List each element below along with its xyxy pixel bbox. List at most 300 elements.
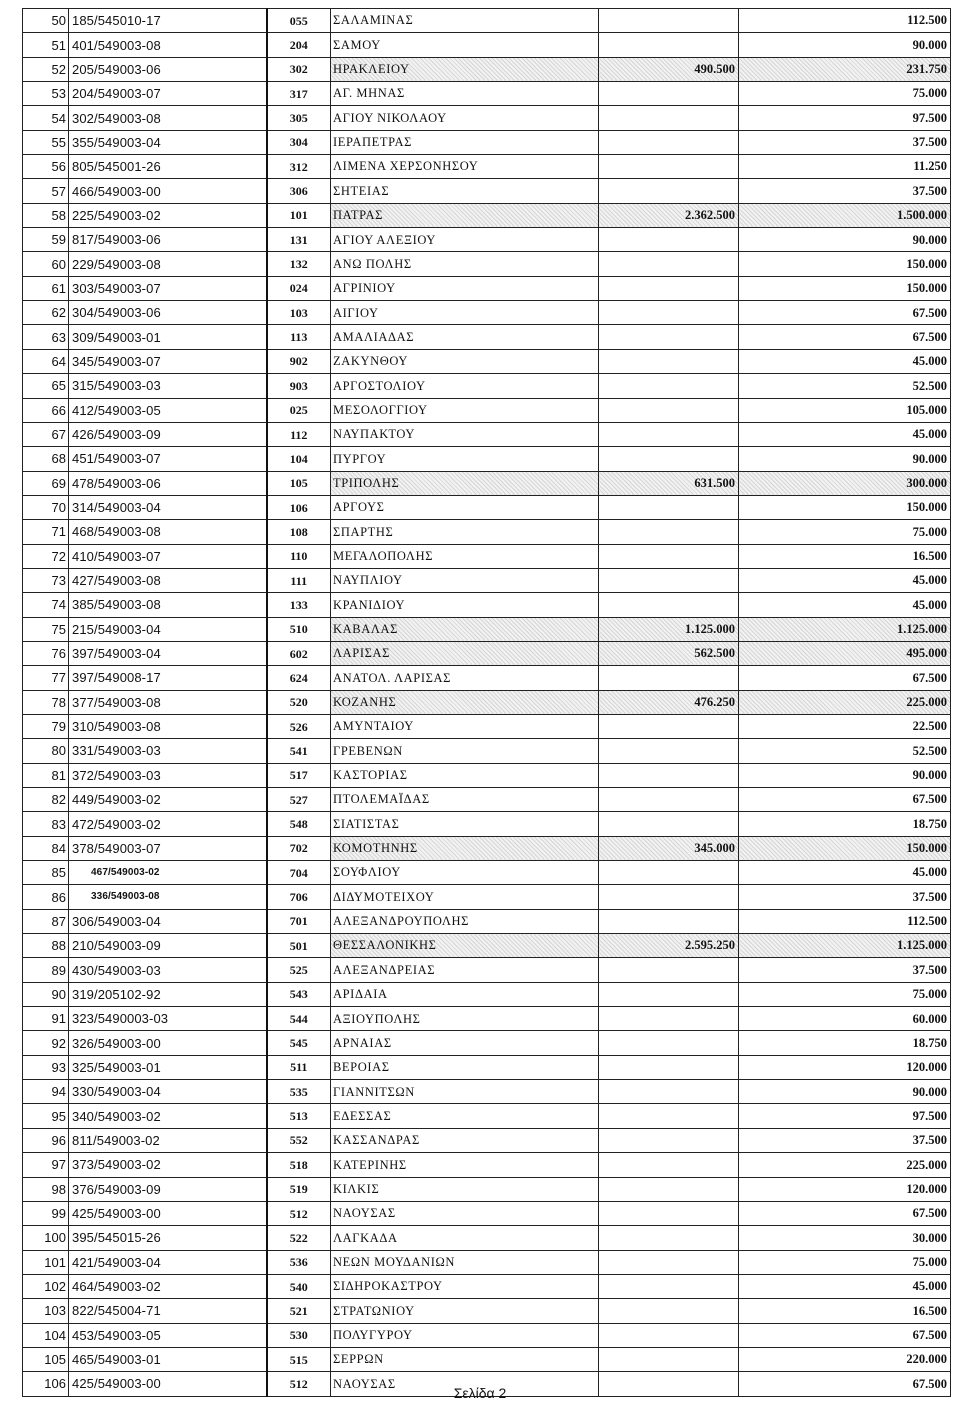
table-row	[23, 1080, 951, 1104]
group-total-cell	[599, 374, 739, 398]
row-number-cell: 54	[23, 106, 69, 130]
account-number-cell: 325/549003-01	[69, 1055, 267, 1079]
amount-cell: 37.500	[739, 885, 951, 909]
office-name-cell: ΣΠΑΡΤΗΣ	[331, 520, 599, 544]
document-sheet	[22, 8, 950, 1397]
office-code-cell: 541	[267, 739, 331, 763]
row-number-cell: 74	[23, 593, 69, 617]
row-number-cell: 67	[23, 422, 69, 446]
amount-cell: 150.000	[739, 495, 951, 519]
office-name-cell: ΝΕΩΝ ΜΟΥΔΑΝΙΩΝ	[331, 1250, 599, 1274]
group-total-cell	[599, 325, 739, 349]
account-number-cell: 314/549003-04	[69, 495, 267, 519]
amount-cell: 112.500	[739, 909, 951, 933]
table-row	[23, 739, 951, 763]
amount-cell: 60.000	[739, 1007, 951, 1031]
row-number-cell: 98	[23, 1177, 69, 1201]
office-name-cell: ΝΑΟΥΣΑΣ	[331, 1201, 599, 1225]
account-number-cell: 310/549003-08	[69, 714, 267, 738]
office-code-cell: 530	[267, 1323, 331, 1347]
amount-cell: 45.000	[739, 593, 951, 617]
office-code-cell: 132	[267, 252, 331, 276]
table-row	[23, 568, 951, 592]
table-row	[23, 1031, 951, 1055]
account-number-cell: 345/549003-07	[69, 349, 267, 373]
office-code-cell: 544	[267, 1007, 331, 1031]
office-name-cell: ΛΑΓΚΑΔΑ	[331, 1226, 599, 1250]
office-code-cell: 112	[267, 422, 331, 446]
table-row	[23, 398, 951, 422]
account-number-cell: 340/549003-02	[69, 1104, 267, 1128]
row-number-cell: 97	[23, 1153, 69, 1177]
office-code-cell: 513	[267, 1104, 331, 1128]
office-code-cell: 101	[267, 203, 331, 227]
account-number-cell: 210/549003-09	[69, 934, 267, 958]
table-row	[23, 885, 951, 909]
office-code-cell: 535	[267, 1080, 331, 1104]
page-footer: Σελίδα 2	[453, 1385, 507, 1401]
account-number-cell: 472/549003-02	[69, 812, 267, 836]
account-number-cell: 397/549008-17	[69, 666, 267, 690]
office-code-cell: 701	[267, 909, 331, 933]
table-row	[23, 130, 951, 154]
group-total-cell	[599, 1128, 739, 1152]
table-row	[23, 1274, 951, 1298]
office-code-cell: 133	[267, 593, 331, 617]
office-code-cell: 525	[267, 958, 331, 982]
account-number-cell: 376/549003-09	[69, 1177, 267, 1201]
account-number-cell: 323/5490003-03	[69, 1007, 267, 1031]
table-row	[23, 252, 951, 276]
row-number-cell: 58	[23, 203, 69, 227]
group-total-cell	[599, 349, 739, 373]
row-number-cell: 94	[23, 1080, 69, 1104]
office-name-cell: ΠΟΛΥΓΥΡΟΥ	[331, 1323, 599, 1347]
account-number-cell: 817/549003-06	[69, 228, 267, 252]
table-row	[23, 82, 951, 106]
office-code-cell: 108	[267, 520, 331, 544]
group-total-cell	[599, 130, 739, 154]
amount-cell: 52.500	[739, 374, 951, 398]
group-total-cell	[599, 544, 739, 568]
group-total-cell	[599, 1153, 739, 1177]
account-number-cell: 205/549003-06	[69, 57, 267, 81]
account-number-cell: 229/549003-08	[69, 252, 267, 276]
row-number-cell: 68	[23, 447, 69, 471]
group-total-cell	[599, 1201, 739, 1225]
row-number-cell: 64	[23, 349, 69, 373]
account-number-cell: 427/549003-08	[69, 568, 267, 592]
row-number-cell: 76	[23, 641, 69, 665]
office-name-cell: ΒΕΡΟΙΑΣ	[331, 1055, 599, 1079]
amount-cell: 67.500	[739, 788, 951, 812]
group-total-cell: 476.250	[599, 690, 739, 714]
row-number-cell: 103	[23, 1299, 69, 1323]
amount-cell: 1.125.000	[739, 617, 951, 641]
group-total-cell	[599, 228, 739, 252]
table-row	[23, 714, 951, 738]
office-name-cell: ΚΑΣΣΑΝΔΡΑΣ	[331, 1128, 599, 1152]
group-total-cell	[599, 1177, 739, 1201]
table-row	[23, 788, 951, 812]
amount-cell: 67.500	[739, 1323, 951, 1347]
office-code-cell: 521	[267, 1299, 331, 1323]
amount-cell: 11.250	[739, 155, 951, 179]
amount-cell: 90.000	[739, 447, 951, 471]
account-number-cell: 377/549003-08	[69, 690, 267, 714]
amount-cell: 67.500	[739, 1372, 951, 1396]
office-name-cell: ΚΑΤΕΡΙΝΗΣ	[331, 1153, 599, 1177]
row-number-cell: 82	[23, 788, 69, 812]
amount-cell: 45.000	[739, 861, 951, 885]
table-row	[23, 544, 951, 568]
row-number-cell: 95	[23, 1104, 69, 1128]
office-code-cell: 305	[267, 106, 331, 130]
account-number-cell: 215/549003-04	[69, 617, 267, 641]
office-name-cell: ΗΡΑΚΛΕΙΟΥ	[331, 57, 599, 81]
amount-cell: 45.000	[739, 422, 951, 446]
group-total-cell	[599, 398, 739, 422]
office-code-cell: 520	[267, 690, 331, 714]
office-name-cell: ΑΝΩ ΠΟΛΗΣ	[331, 252, 599, 276]
office-name-cell: ΑΡΙΔΑΙΑ	[331, 982, 599, 1006]
table-row	[23, 1226, 951, 1250]
office-name-cell: ΣΗΤΕΙΑΣ	[331, 179, 599, 203]
account-number-cell: 822/545004-71	[69, 1299, 267, 1323]
row-number-cell: 60	[23, 252, 69, 276]
office-name-cell: ΠΑΤΡΑΣ	[331, 203, 599, 227]
office-name-cell: ΛΙΜΕΝΑ ΧΕΡΣΟΝΗΣΟΥ	[331, 155, 599, 179]
account-number-cell: 331/549003-03	[69, 739, 267, 763]
office-code-cell: 512	[267, 1201, 331, 1225]
row-number-cell: 73	[23, 568, 69, 592]
office-name-cell: ΤΡΙΠΟΛΗΣ	[331, 471, 599, 495]
group-total-cell	[599, 909, 739, 933]
row-number-cell: 93	[23, 1055, 69, 1079]
row-number-cell: 63	[23, 325, 69, 349]
amount-cell: 120.000	[739, 1177, 951, 1201]
row-number-cell: 62	[23, 301, 69, 325]
amount-cell: 16.500	[739, 1299, 951, 1323]
group-total-cell: 562.500	[599, 641, 739, 665]
office-code-cell: 517	[267, 763, 331, 787]
table-row	[23, 1128, 951, 1152]
account-number-cell: 425/549003-00	[69, 1372, 267, 1396]
row-number-cell: 106	[23, 1372, 69, 1396]
row-number-cell: 71	[23, 520, 69, 544]
account-number-cell: 336/549003-08	[69, 885, 267, 909]
table-row	[23, 1323, 951, 1347]
row-number-cell: 104	[23, 1323, 69, 1347]
office-code-cell: 526	[267, 714, 331, 738]
office-code-cell: 548	[267, 812, 331, 836]
row-number-cell: 57	[23, 179, 69, 203]
row-number-cell: 84	[23, 836, 69, 860]
office-name-cell: ΑΜΥΝΤΑΙΟΥ	[331, 714, 599, 738]
account-number-cell: 302/549003-08	[69, 106, 267, 130]
amount-cell: 75.000	[739, 1250, 951, 1274]
office-name-cell: ΕΔΕΣΣΑΣ	[331, 1104, 599, 1128]
amount-cell: 1.125.000	[739, 934, 951, 958]
table-row	[23, 1104, 951, 1128]
office-name-cell: ΘΕΣΣΑΛΟΝΙΚΗΣ	[331, 934, 599, 958]
group-total-cell	[599, 885, 739, 909]
office-code-cell: 110	[267, 544, 331, 568]
table-row	[23, 690, 951, 714]
table-row	[23, 812, 951, 836]
group-total-cell	[599, 33, 739, 57]
group-total-cell	[599, 1007, 739, 1031]
group-total-cell: 2.595.250	[599, 934, 739, 958]
amount-cell: 67.500	[739, 325, 951, 349]
office-name-cell: ΜΕΓΑΛΟΠΟΛΗΣ	[331, 544, 599, 568]
row-number-cell: 90	[23, 982, 69, 1006]
office-name-cell: ΑΛΕΞΑΝΔΡΕΙΑΣ	[331, 958, 599, 982]
office-code-cell: 055	[267, 9, 331, 33]
account-number-cell: 811/549003-02	[69, 1128, 267, 1152]
office-code-cell: 501	[267, 934, 331, 958]
row-number-cell: 70	[23, 495, 69, 519]
account-number-cell: 464/549003-02	[69, 1274, 267, 1298]
group-total-cell	[599, 1323, 739, 1347]
office-code-cell: 304	[267, 130, 331, 154]
account-number-cell: 185/545010-17	[69, 9, 267, 33]
row-number-cell: 91	[23, 1007, 69, 1031]
row-number-cell: 52	[23, 57, 69, 81]
group-total-cell: 1.125.000	[599, 617, 739, 641]
table-row	[23, 349, 951, 373]
group-total-cell	[599, 958, 739, 982]
group-total-cell: 490.500	[599, 57, 739, 81]
group-total-cell: 345.000	[599, 836, 739, 860]
table-row	[23, 836, 951, 860]
row-number-cell: 65	[23, 374, 69, 398]
table-row	[23, 422, 951, 446]
group-total-cell	[599, 520, 739, 544]
account-number-cell: 225/549003-02	[69, 203, 267, 227]
account-number-cell: 426/549003-09	[69, 422, 267, 446]
office-code-cell: 515	[267, 1347, 331, 1371]
amount-cell: 37.500	[739, 958, 951, 982]
amount-cell: 75.000	[739, 520, 951, 544]
account-number-cell: 373/549003-02	[69, 1153, 267, 1177]
office-name-cell: ΝΑΥΠΑΚΤΟΥ	[331, 422, 599, 446]
office-code-cell: 103	[267, 301, 331, 325]
amount-cell: 231.750	[739, 57, 951, 81]
account-number-cell: 330/549003-04	[69, 1080, 267, 1104]
account-number-cell: 385/549003-08	[69, 593, 267, 617]
office-code-cell: 204	[267, 33, 331, 57]
account-number-cell: 466/549003-00	[69, 179, 267, 203]
office-code-cell: 512	[267, 1372, 331, 1396]
group-total-cell	[599, 1274, 739, 1298]
group-total-cell	[599, 1250, 739, 1274]
account-number-cell: 412/549003-05	[69, 398, 267, 422]
office-name-cell: ΣΙΔΗΡΟΚΑΣΤΡΟΥ	[331, 1274, 599, 1298]
office-name-cell: ΖΑΚΥΝΘΟΥ	[331, 349, 599, 373]
row-number-cell: 99	[23, 1201, 69, 1225]
group-total-cell	[599, 155, 739, 179]
row-number-cell: 53	[23, 82, 69, 106]
table-body	[23, 9, 951, 1397]
table-row	[23, 958, 951, 982]
office-name-cell: ΑΞΙΟΥΠΟΛΗΣ	[331, 1007, 599, 1031]
group-total-cell	[599, 788, 739, 812]
amount-cell: 75.000	[739, 82, 951, 106]
table-row	[23, 1055, 951, 1079]
table-row	[23, 155, 951, 179]
office-name-cell: ΣΕΡΡΩΝ	[331, 1347, 599, 1371]
table-row	[23, 9, 951, 33]
account-number-cell: 397/549003-04	[69, 641, 267, 665]
office-code-cell: 025	[267, 398, 331, 422]
amount-cell: 90.000	[739, 763, 951, 787]
office-code-cell: 522	[267, 1226, 331, 1250]
row-number-cell: 78	[23, 690, 69, 714]
table-row	[23, 276, 951, 300]
office-name-cell: ΑΙΓΙΟΥ	[331, 301, 599, 325]
office-code-cell: 105	[267, 471, 331, 495]
account-number-cell: 378/549003-07	[69, 836, 267, 860]
account-number-cell: 326/549003-00	[69, 1031, 267, 1055]
row-number-cell: 87	[23, 909, 69, 933]
office-name-cell: ΣΑΛΑΜΙΝΑΣ	[331, 9, 599, 33]
amount-cell: 300.000	[739, 471, 951, 495]
amount-cell: 67.500	[739, 666, 951, 690]
group-total-cell	[599, 1299, 739, 1323]
office-name-cell: ΑΓΡΙΝΙΟΥ	[331, 276, 599, 300]
account-number-cell: 319/205102-92	[69, 982, 267, 1006]
office-code-cell: 518	[267, 1153, 331, 1177]
office-code-cell: 624	[267, 666, 331, 690]
office-name-cell: ΠΥΡΓΟΥ	[331, 447, 599, 471]
office-name-cell: ΙΕΡΑΠΕΤΡΑΣ	[331, 130, 599, 154]
amount-cell: 120.000	[739, 1055, 951, 1079]
office-code-cell: 302	[267, 57, 331, 81]
row-number-cell: 88	[23, 934, 69, 958]
office-code-cell: 540	[267, 1274, 331, 1298]
account-number-cell: 401/549003-08	[69, 33, 267, 57]
amount-cell: 1.500.000	[739, 203, 951, 227]
office-name-cell: ΑΡΝΑΙΑΣ	[331, 1031, 599, 1055]
group-total-cell	[599, 106, 739, 130]
row-number-cell: 56	[23, 155, 69, 179]
amount-cell: 97.500	[739, 1104, 951, 1128]
group-total-cell	[599, 495, 739, 519]
row-number-cell: 80	[23, 739, 69, 763]
amount-cell: 150.000	[739, 252, 951, 276]
office-code-cell: 527	[267, 788, 331, 812]
office-name-cell: ΚΑΣΤΟΡΙΑΣ	[331, 763, 599, 787]
table-row	[23, 1007, 951, 1031]
group-total-cell	[599, 1226, 739, 1250]
account-number-cell: 478/549003-06	[69, 471, 267, 495]
account-number-cell: 805/545001-26	[69, 155, 267, 179]
account-number-cell: 355/549003-04	[69, 130, 267, 154]
table-row	[23, 982, 951, 1006]
office-name-cell: ΠΤΟΛΕΜΑΪΔΑΣ	[331, 788, 599, 812]
group-total-cell	[599, 422, 739, 446]
account-number-cell: 303/549003-07	[69, 276, 267, 300]
office-name-cell: ΚΙΛΚΙΣ	[331, 1177, 599, 1201]
account-number-cell: 372/549003-03	[69, 763, 267, 787]
row-number-cell: 92	[23, 1031, 69, 1055]
account-number-cell: 465/549003-01	[69, 1347, 267, 1371]
office-code-cell: 306	[267, 179, 331, 203]
row-number-cell: 51	[23, 33, 69, 57]
office-name-cell: ΑΜΑΛΙΑΔΑΣ	[331, 325, 599, 349]
office-code-cell: 113	[267, 325, 331, 349]
group-total-cell	[599, 1104, 739, 1128]
amount-cell: 97.500	[739, 106, 951, 130]
group-total-cell	[599, 982, 739, 1006]
amount-cell: 45.000	[739, 1274, 951, 1298]
row-number-cell: 102	[23, 1274, 69, 1298]
office-name-cell: ΣΙΑΤΙΣΤΑΣ	[331, 812, 599, 836]
row-number-cell: 66	[23, 398, 69, 422]
office-code-cell: 511	[267, 1055, 331, 1079]
office-name-cell: ΑΛΕΞΑΝΔΡΟΥΠΟΛΗΣ	[331, 909, 599, 933]
account-number-cell: 468/549003-08	[69, 520, 267, 544]
amount-cell: 18.750	[739, 812, 951, 836]
office-name-cell: ΑΓΙΟΥ ΝΙΚΟΛΑΟΥ	[331, 106, 599, 130]
group-total-cell	[599, 9, 739, 33]
office-code-cell: 536	[267, 1250, 331, 1274]
office-code-cell: 510	[267, 617, 331, 641]
amount-cell: 90.000	[739, 33, 951, 57]
table-row	[23, 617, 951, 641]
office-name-cell: ΝΑΥΠΛΙΟΥ	[331, 568, 599, 592]
table-row	[23, 447, 951, 471]
office-name-cell: ΑΓΙΟΥ ΑΛΕΞΙΟΥ	[331, 228, 599, 252]
office-name-cell: ΚΟΜΟΤΗΝΗΣ	[331, 836, 599, 860]
table-row	[23, 861, 951, 885]
table-row	[23, 33, 951, 57]
office-code-cell: 706	[267, 885, 331, 909]
row-number-cell: 69	[23, 471, 69, 495]
amount-cell: 67.500	[739, 301, 951, 325]
group-total-cell	[599, 276, 739, 300]
office-code-cell: 312	[267, 155, 331, 179]
account-number-cell: 410/549003-07	[69, 544, 267, 568]
group-total-cell	[599, 763, 739, 787]
allocation-table	[22, 8, 951, 1397]
office-code-cell: 903	[267, 374, 331, 398]
account-number-cell: 395/545015-26	[69, 1226, 267, 1250]
office-name-cell: ΣΤΡΑΤΩΝΙΟΥ	[331, 1299, 599, 1323]
account-number-cell: 421/549003-04	[69, 1250, 267, 1274]
amount-cell: 112.500	[739, 9, 951, 33]
amount-cell: 37.500	[739, 130, 951, 154]
row-number-cell: 89	[23, 958, 69, 982]
amount-cell: 220.000	[739, 1347, 951, 1371]
row-number-cell: 50	[23, 9, 69, 33]
table-row	[23, 1250, 951, 1274]
table-row	[23, 1347, 951, 1371]
account-number-cell: 449/549003-02	[69, 788, 267, 812]
group-total-cell	[599, 812, 739, 836]
group-total-cell	[599, 301, 739, 325]
group-total-cell	[599, 593, 739, 617]
amount-cell: 90.000	[739, 1080, 951, 1104]
table-row	[23, 593, 951, 617]
group-total-cell	[599, 252, 739, 276]
row-number-cell: 75	[23, 617, 69, 641]
account-number-cell: 430/549003-03	[69, 958, 267, 982]
row-number-cell: 105	[23, 1347, 69, 1371]
row-number-cell: 85	[23, 861, 69, 885]
office-name-cell: ΑΝΑΤΟΛ. ΛΑΡΙΣΑΣ	[331, 666, 599, 690]
